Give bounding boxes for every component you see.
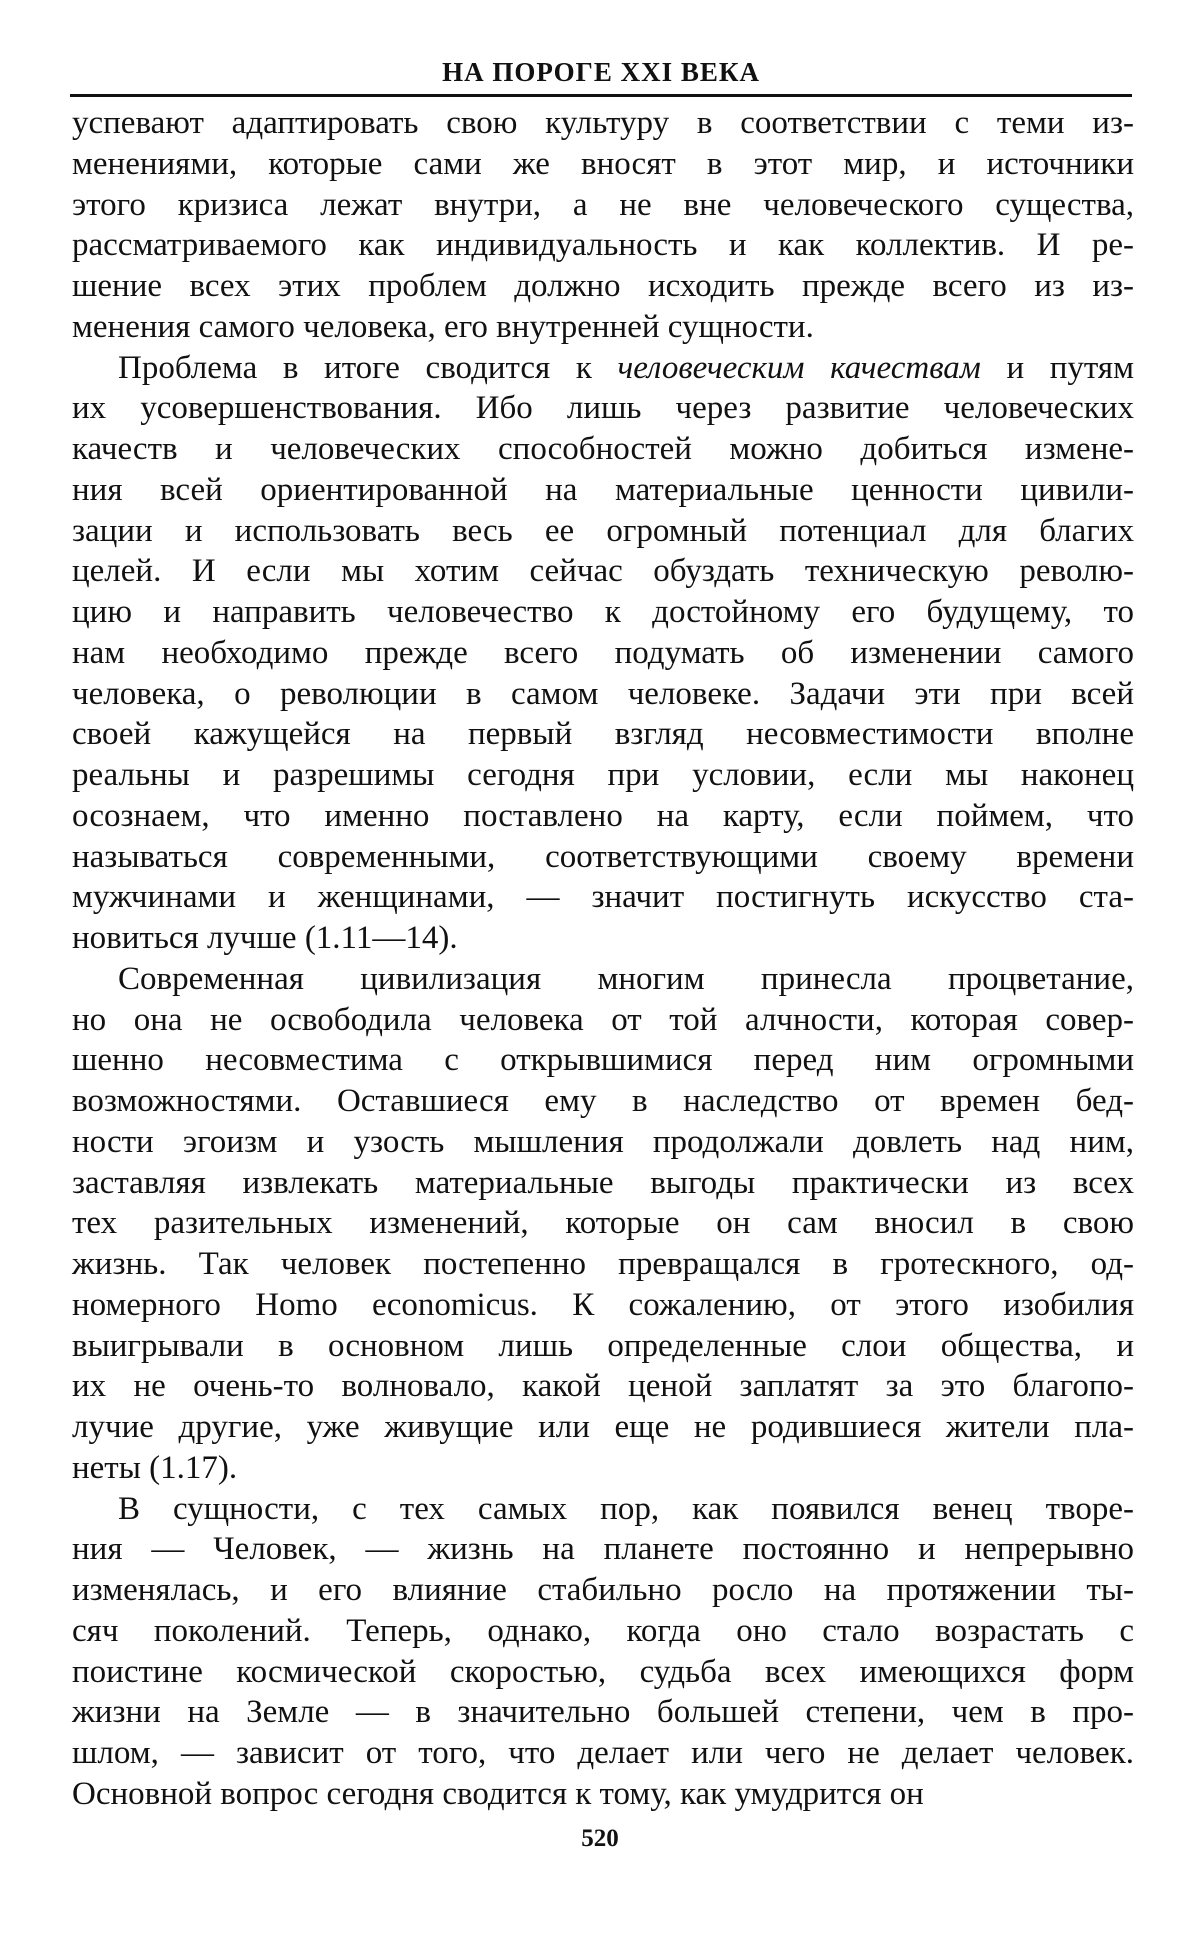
text-line — [72, 1529, 1134, 1570]
text-line — [72, 877, 1134, 918]
text-segment: неты (1.17). — [72, 1449, 238, 1486]
paragraph — [72, 348, 1134, 959]
text-segment: своей кажущейся на первый взгляд несовместимости вполне — [72, 716, 1134, 753]
text-line — [72, 633, 1134, 674]
text-segment: их не очень-то волновало, какой ценой заплатят за это благопо- — [72, 1368, 1134, 1405]
text-segment: Современная цивилизация многим принесла процветание, — [118, 960, 1134, 997]
text-segment: называться современными, соответствующими своему времени — [72, 838, 1134, 875]
text-segment: ния всей ориентированной на материальные ценности цивили- — [72, 471, 1134, 508]
text-line — [72, 511, 1134, 552]
text-segment: изменялась, и его влияние стабильно росло на протяжении ты- — [72, 1572, 1134, 1608]
text-segment: номерного Homo economicus. К сожалению, от этого изобилия — [72, 1286, 1134, 1323]
text-segment: ния — Человек, — жизнь на планете постоянно и непрерывно — [72, 1531, 1134, 1568]
text-segment: жизнь. Так человек постепенно превращался в гротескного, од- — [72, 1246, 1134, 1282]
text-line — [72, 1407, 1134, 1448]
text-segment: их усовершенствования. Ибо лишь через развитие человеческих — [72, 390, 1134, 427]
header-rule — [70, 94, 1132, 97]
text-segment: и путям — [980, 349, 1134, 386]
text-line — [72, 674, 1134, 715]
text-line — [72, 1570, 1134, 1611]
text-line — [72, 144, 1134, 185]
text-segment: менения самого человека, его внутренней сущности. — [72, 308, 814, 345]
paragraph — [72, 1489, 1134, 1815]
text-segment: шлом, — зависит от того, что делает или чего не делает человек. — [72, 1735, 1134, 1771]
text-segment: рассматриваемого как индивидуальность и как коллектив. И ре- — [72, 227, 1134, 264]
running-head: НА ПОРОГЕ XXI ВЕКА — [442, 57, 760, 87]
text-line — [72, 1326, 1134, 1367]
text-segment: жизни на Земле — в значительно большей степени, чем в про- — [72, 1694, 1134, 1731]
text-line — [72, 918, 1134, 959]
text-segment: менениями, которые сами же вносят в этот мир, и источники — [72, 145, 1134, 182]
text-line — [72, 551, 1134, 592]
text-segment: человека, о революции в самом человеке. Задачи эти при всей — [72, 675, 1134, 712]
text-segment: целей. И если мы хотим сейчас обуздать техническую револю- — [72, 553, 1134, 590]
text-line — [72, 959, 1134, 1000]
text-line — [72, 1652, 1134, 1693]
text-segment: выигрывали в основном лишь определенные слои общества, и — [72, 1327, 1134, 1364]
text-segment: возможностями. Оставшиеся ему в наследство от времен бед- — [72, 1083, 1134, 1119]
text-segment: осознаем, что именно поставлено на карту, если поймем, что — [72, 797, 1134, 834]
text-segment: зации и использовать весь ее огромный потенциал для благих — [72, 512, 1134, 549]
text-line — [72, 837, 1134, 878]
text-line — [72, 1692, 1134, 1733]
text-line — [72, 1489, 1134, 1530]
text-line — [72, 307, 1134, 348]
page-number: 520 — [581, 1825, 619, 1852]
text-line — [72, 592, 1134, 633]
text-segment: шенно несовместима с открывшимися перед ним огромными — [72, 1042, 1134, 1079]
text-line — [72, 1081, 1134, 1122]
text-segment: лучие другие, уже живущие или еще не родившиеся жители пла- — [72, 1409, 1134, 1445]
text-line — [72, 225, 1134, 266]
text-line — [72, 714, 1134, 755]
text-line — [72, 755, 1134, 796]
text-line — [72, 266, 1134, 307]
text-line — [72, 348, 1134, 389]
text-segment: реальны и разрешимы сегодня при условии, если мы наконец — [72, 757, 1134, 793]
text-line — [72, 470, 1134, 511]
text-line — [72, 1244, 1134, 1285]
text-line — [72, 1733, 1134, 1774]
text-line — [72, 185, 1134, 226]
text-segment: ности эгоизм и узость мышления продолжали довлеть над ним, — [72, 1123, 1134, 1160]
paragraph — [72, 959, 1134, 1489]
text-segment: заставляя извлекать материальные выгоды практически из всех — [72, 1164, 1134, 1201]
text-segment: цию и направить человечество к достойному его будущему, то — [72, 594, 1134, 630]
text-line — [72, 1040, 1134, 1081]
emphasized-text: человеческим качествам — [617, 349, 981, 386]
body-text — [72, 103, 1134, 1815]
paragraph — [72, 103, 1134, 348]
text-segment: сяч поколений. Теперь, однако, когда оно стало возрастать с — [72, 1612, 1134, 1649]
text-segment: поистине космической скоростью, судьба всех имеющихся форм — [72, 1653, 1134, 1690]
text-line — [72, 1366, 1134, 1407]
text-segment: качеств и человеческих способностей можно добиться измене- — [72, 431, 1134, 467]
text-segment: этого кризиса лежат внутри, а не вне человеческого существа, — [72, 186, 1134, 223]
text-line — [72, 103, 1134, 144]
text-line — [72, 388, 1134, 429]
text-line — [72, 1448, 1134, 1489]
text-segment: нам необходимо прежде всего подумать об изменении самого — [72, 634, 1134, 671]
text-segment: В сущности, с тех самых пор, как появился венец творе- — [118, 1490, 1134, 1527]
text-line — [72, 1203, 1134, 1244]
text-line — [72, 429, 1134, 470]
text-segment: мужчинами и женщинами, — значит постигнуть искусство ста- — [72, 879, 1134, 916]
text-line — [72, 796, 1134, 837]
text-line — [72, 1122, 1134, 1163]
text-segment: Проблема в итоге сводится к — [118, 349, 618, 386]
text-segment: успевают адаптировать свою культуру в соответствии с теми из- — [72, 105, 1134, 141]
text-segment: но она не освободила человека от той алчности, которая совер- — [72, 1001, 1134, 1038]
text-line — [72, 1000, 1134, 1041]
text-line — [72, 1611, 1134, 1652]
text-segment: новиться лучше (1.11—14). — [72, 920, 458, 956]
text-line — [72, 1774, 1134, 1815]
text-line — [72, 1163, 1134, 1204]
text-segment: тех разительных изменений, которые он сам вносил в свою — [72, 1205, 1134, 1242]
text-segment: шение всех этих проблем должно исходить прежде всего из из- — [72, 268, 1134, 304]
text-segment: Основной вопрос сегодня сводится к тому, как умудрится он — [72, 1775, 924, 1812]
text-line — [72, 1285, 1134, 1326]
